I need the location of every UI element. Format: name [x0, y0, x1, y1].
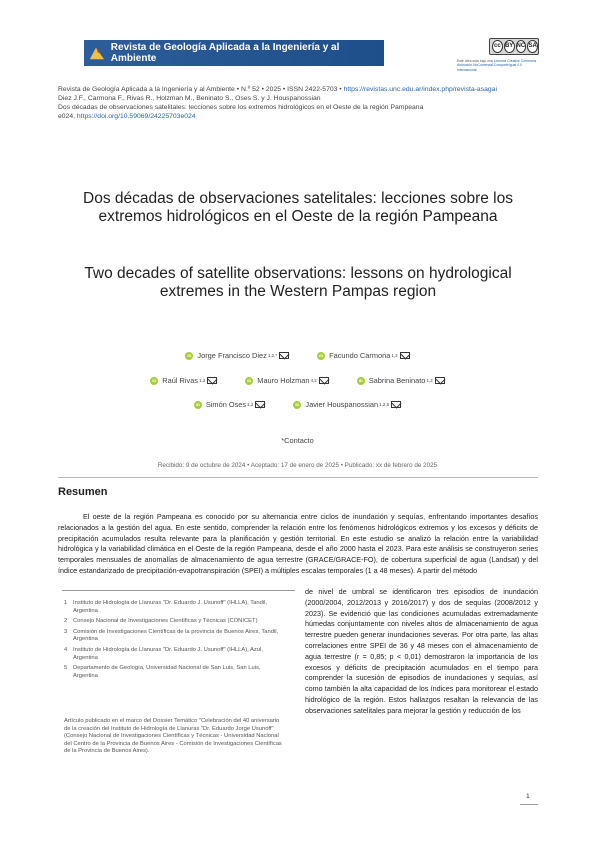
author[interactable]: iD Sabrina Beninato 1,2: [357, 376, 445, 385]
email-icon[interactable]: [207, 377, 217, 384]
orcid-icon[interactable]: iD: [247, 377, 252, 383]
email-icon[interactable]: [400, 352, 410, 359]
cc-license-badge[interactable]: [489, 38, 539, 55]
author-row-1: [0, 351, 595, 360]
title-english: Two decades of satellite observations: lessons on hydrological extremes in the Western Pampas region: [84, 265, 512, 300]
divider: [58, 477, 538, 478]
email-icon[interactable]: [391, 401, 401, 408]
affiliation-item: 1 Instituto de Hidrología de Llanuras "Dr. Eduardo J. Usunoff" (IHLLA), Tandil, Argentina: [64, 600, 268, 614]
author[interactable]: iD Mauro Holzman 4,2: [245, 376, 328, 385]
email-icon[interactable]: [279, 352, 289, 359]
affiliation-item: 5 Departamento de Geología, Universidad Nacional de San Luis, San Luis, Argentina: [64, 665, 261, 679]
abstract-heading: Resumen: [58, 486, 108, 498]
sa-icon: SA: [527, 40, 538, 53]
journal-banner: [84, 40, 384, 66]
author[interactable]: iD Facundo Carmona 1,2: [317, 351, 409, 360]
author[interactable]: iD Simón Oses 1,2: [194, 400, 266, 409]
article-metadata: Revista de Geología Aplicada a la Ingeniería y al Ambiente • N.º 52 • 2025 • ISSN 2422-5703 • https://revistas.unc.edu.ar/index.php/revista-asagai Diez J.F., Carmona F., Rivas R., Holzman M., Beninato S., Oses S. y J. Houspanossian Dos décadas de observaciones satelitales: lecciones sobre los extremos hidrológicos en el Oeste de la región Pampeana e024, https://doi.org/10.59069/24225703e024: [58, 85, 548, 121]
publication-dates: Recibido: 9 de octubre de 2024 • Aceptado: 17 de enero de 2025 • Publicado: xx de febrero de 2025: [157, 462, 438, 469]
citation-authors: Diez J.F., Carmona F., Rivas R., Holzman M., Beninato S., Oses S. y J. Houspanossian: [58, 95, 321, 103]
title-spanish: Dos décadas de observaciones satelitales: lecciones sobre los extremos hidrológicos en el Oeste de la región Pampeana: [83, 190, 513, 225]
footnote-divider: [62, 590, 295, 593]
author-row-2: [0, 376, 595, 385]
affiliation-item: 3 Comisión de Investigaciones Científicas de la provincia de Buenos Aires, Tandil, Argentina: [64, 628, 279, 643]
email-icon[interactable]: [435, 377, 445, 384]
author-row-3: [0, 400, 595, 409]
orcid-icon[interactable]: iD: [319, 352, 324, 358]
email-icon[interactable]: [319, 377, 329, 384]
by-icon: BY: [504, 40, 515, 53]
abstract-paragraph: El oeste de la región Pampeana es conocido por su alternancia entre ciclos de inundación y sequías, enfrentando importantes desafíos relacionados a la gestión del agua. En este sentido, comprender la relación entre los fenómenos hidrológicos extremos y los excesos y déficits de precipitación acumulados resulta relevante para la planificación y gestión territorial. En este estudio se analizó la relación entre la variabilidad hidrológica y la variabilidad climática en el Oeste de la región Pampeana, desde el año 2000 hasta el 2023. Para este análisis se construyeron series temporales mensuales de anomalías de almacenamiento de agua terrestre (GRACE/GRACE-FO), de cobertura superficial de agua (Landsat) y del índice estandarizado de precipitación-evapotranspiración (SPEI) a múltiples escalas temporales (1 a 48 meses). A partir del método: [58, 512, 538, 575]
orcid-icon[interactable]: iD: [358, 377, 363, 383]
cc-icon: cc: [492, 40, 503, 53]
page-number: 1: [526, 793, 530, 800]
doi-link[interactable]: https://doi.org/10.59069/24225703e024: [76, 113, 196, 121]
abstract-paragraph-continued: de nivel de umbral se identificaron tres episodios de inundación (2000/2004, 2012/2013 y 2016/2017) y dos de sequías (2008/2012 y 2023). Se evidenció que las condiciones acumuladas extremadamente húmedas conjuntamente con niveles altos de almacenamiento de agua terrestre pueden generar inundaciones severas. Por otra parte, las altas correlaciones entre SPEI de 36 y 48 meses con el almacenamiento de agua terrestre (r = 0,85; p < 0,01) demostraron la importancia de los excesos y déficits de precipitación acumulados en el tiempo para comprender la sucesión de episodios de inundaciones y sequías, así como también la alta capacidad de los índices para monitorear el estado hidrológico de la región. Estos hallazgos resaltan la relevancia de las observaciones satelitales para mejorar la gestión y reducción de los: [305, 587, 538, 715]
article-note: Artículo publicado en el marco del Dossier Temático "Celebración del 40 aniversario de la creación del Instituto de Hidrología de Llanuras "Dr. Eduardo Jorge Usunoff" (Consejo Nacional de Investigaciones Científicas y Técnicas - Universidad Nacional del Centro de la Provincia de Buenos Aires - Comisión de Investigaciones Científicas de la Provincia de Buenos Aires).: [64, 718, 282, 755]
orcid-icon[interactable]: iD: [187, 352, 192, 358]
orcid-icon[interactable]: iD: [152, 377, 157, 383]
affiliation-item: 4 Instituto de Hidrología de Llanuras "Dr. Eduardo J. Usunoff" (IHLLA), Azul, Argentina: [64, 646, 263, 661]
license-text: Este obra está bajo una Licencia Creative Commons Atribución-NoComercial-CompartirIgual 4.0 Internacional.: [457, 59, 537, 72]
author[interactable]: iD Raúl Rivas 1,3: [150, 376, 217, 385]
email-icon[interactable]: [255, 401, 265, 408]
citation-title: Dos décadas de observaciones satelitales: lecciones sobre los extremos hidrológicos en el Oeste de la región Pampeana: [58, 104, 424, 112]
page-number-rule: [520, 804, 538, 805]
journal-logo-icon: [88, 44, 106, 62]
author[interactable]: iD Jorge Francisco Diez 1,2,*: [185, 351, 289, 360]
affiliation-item: 2 Consejo Nacional de Investigaciones Científicas y Técnicas (CONICET): [64, 618, 258, 625]
nc-icon: NC: [516, 40, 527, 53]
license-link[interactable]: Licencia Creative Commons Atribución-NoComercial-CompartirIgual 4.0 Internacional: [457, 59, 537, 72]
author[interactable]: iD Javier Houspanossian 1,2,5: [293, 400, 401, 409]
affiliations-list: [64, 600, 286, 683]
journal-title: Revista de Geología Aplicada a la Ingeniería y al Ambiente: [110, 42, 340, 64]
journal-url-link[interactable]: https://revistas.unc.edu.ar/index.php/revista-asagai: [343, 86, 497, 93]
orcid-icon[interactable]: iD: [195, 401, 200, 407]
orcid-icon[interactable]: iD: [295, 401, 300, 407]
contact-note: *Contacto: [281, 436, 314, 445]
